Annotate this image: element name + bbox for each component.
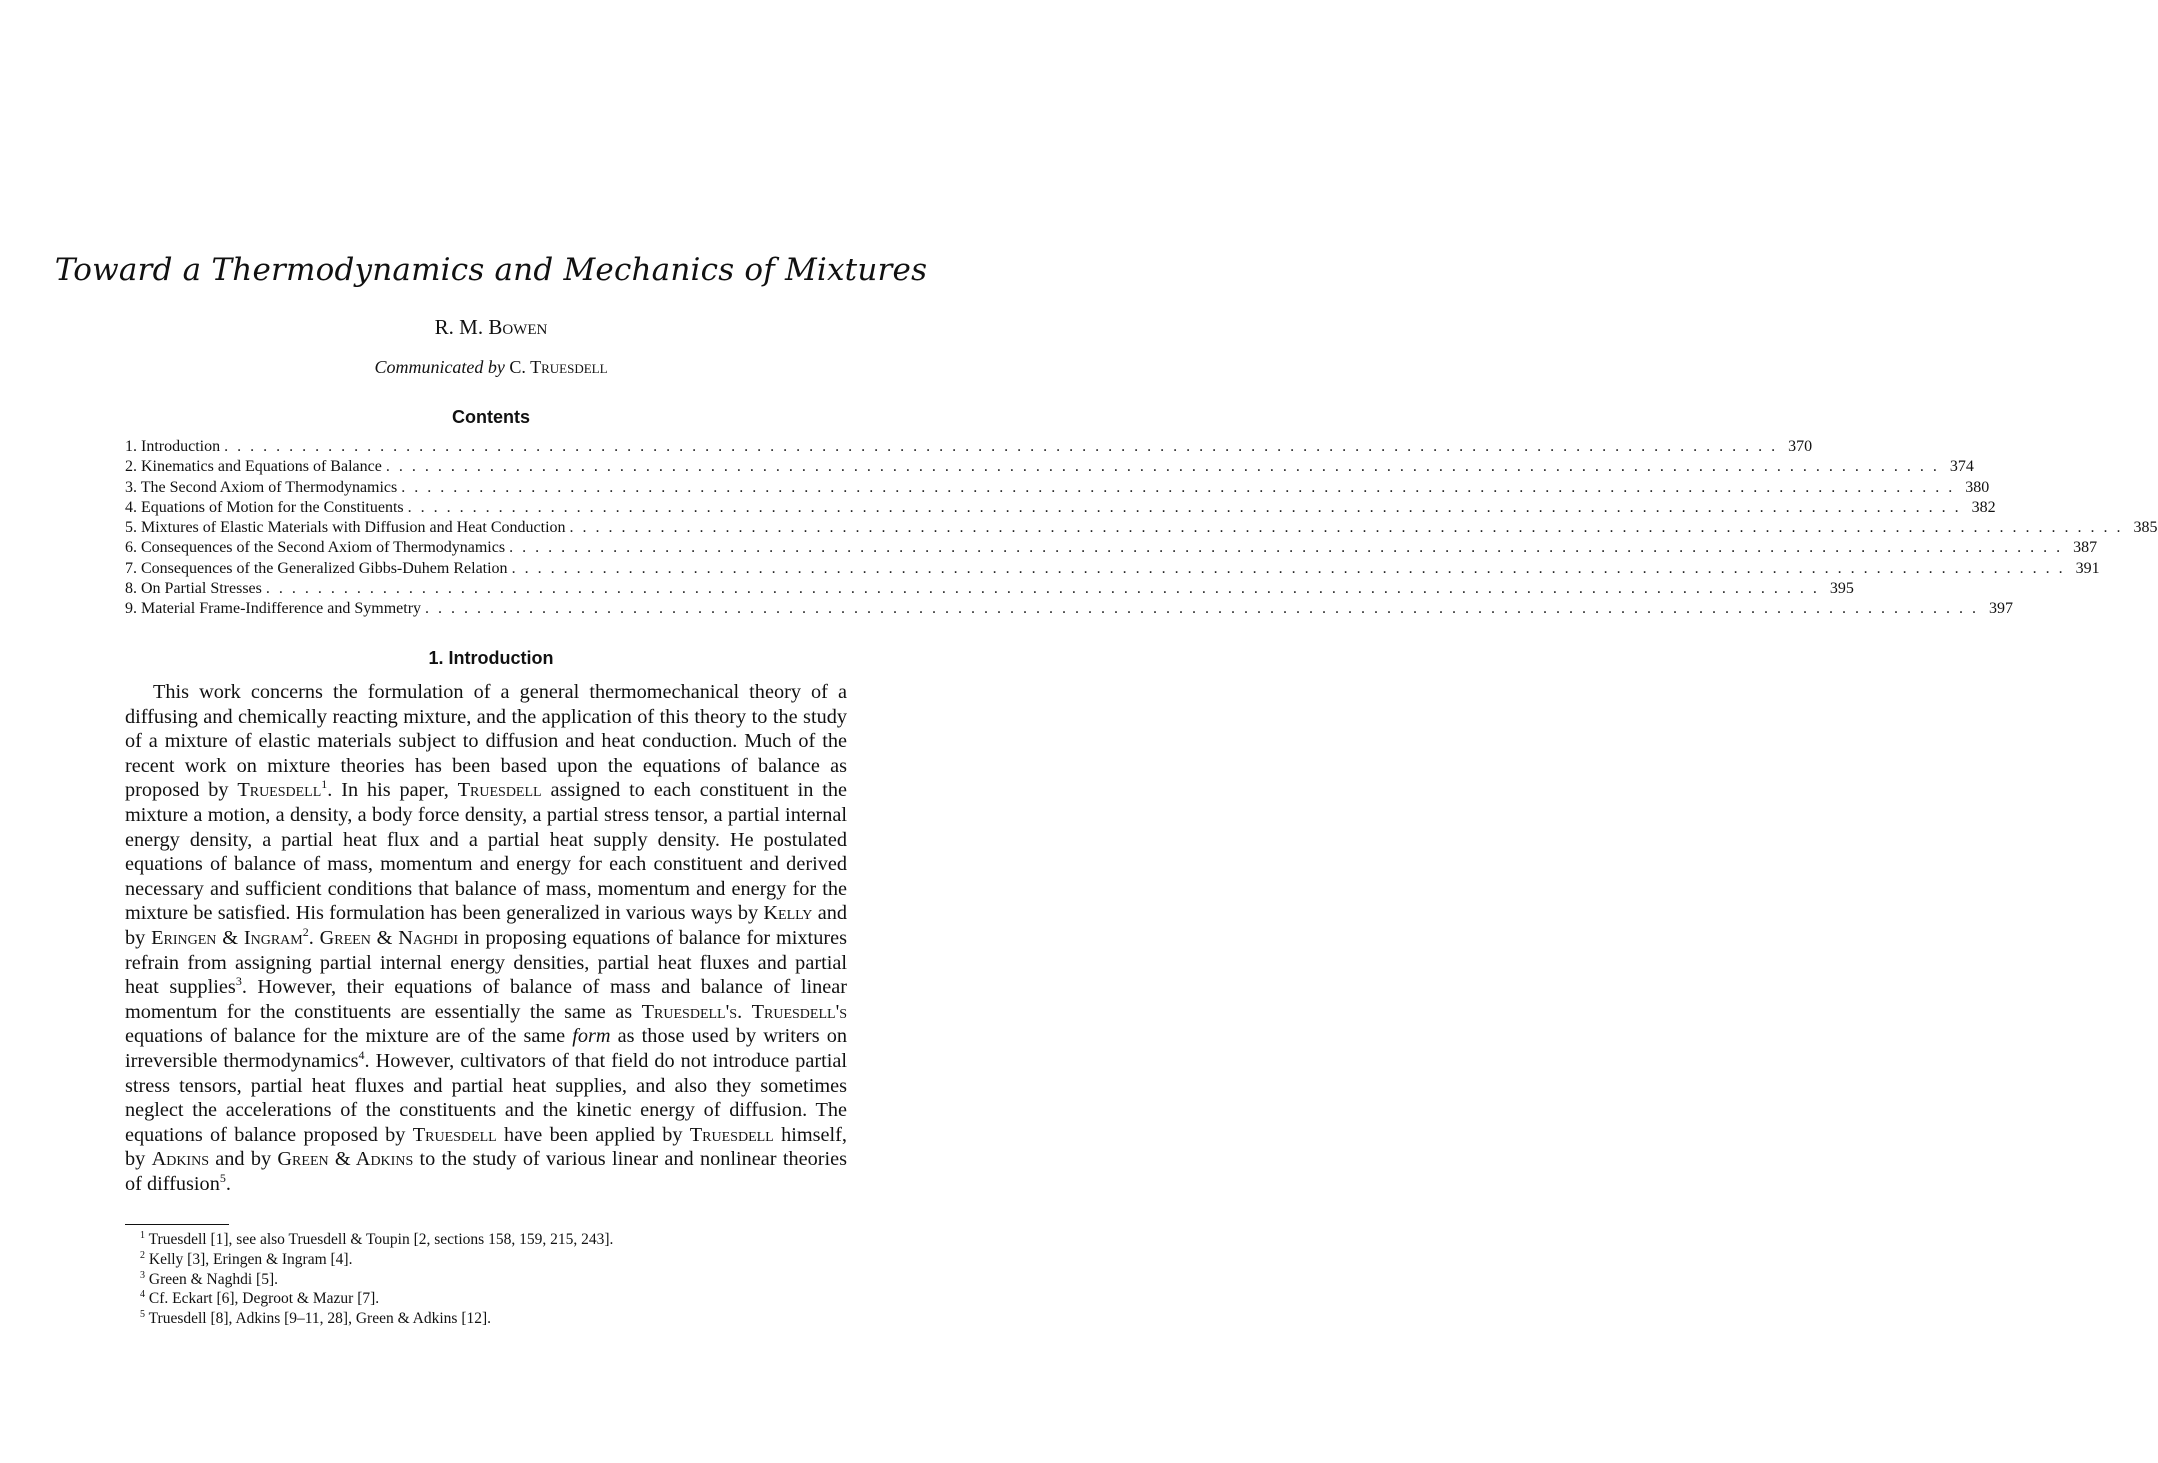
- author-ref: Truesdell: [237, 779, 322, 802]
- toc-entry: [125, 457, 1974, 477]
- footnote-number: 1: [140, 1229, 145, 1241]
- toc-entry-label: 4. Equations of Motion for the Constituents: [125, 498, 404, 516]
- text-run: as those used by writers on irreversible thermodynamics: [125, 1025, 847, 1072]
- toc-entry-page: 395: [1829, 580, 1854, 598]
- footnote: [140, 1289, 840, 1309]
- footnote-text: Green & Naghdi [5].: [148, 1270, 278, 1288]
- toc-entry-page: 385: [2133, 519, 2158, 537]
- author-ref: Truesdell's: [751, 1000, 848, 1023]
- author-ref: Green & Adkins: [277, 1148, 414, 1171]
- author-ref: Kelly: [763, 902, 813, 925]
- text-run: . In his paper,: [327, 779, 449, 802]
- toc-entry-page: 397: [1989, 600, 2014, 618]
- toc-entry-label: 8. On Partial Stresses: [125, 580, 262, 598]
- toc-entry-label: 9. Material Frame-Indifference and Symmetry: [125, 600, 422, 618]
- text-run: himself, by: [125, 1123, 847, 1171]
- paper-title: Toward a Thermodynamics and Mechanics of Mixtures: [54, 252, 928, 288]
- text-run: .: [308, 926, 314, 949]
- communicator-name: C. Truesdell: [509, 357, 608, 377]
- author-ref: Green & Naghdi: [319, 926, 459, 949]
- text-run: This work concerns the formulation of a general thermomechanical theory of a diffusing and chemically reacting mixture, and the application of this theory to the study of a mixture of elastic materials subject to diffusion and heat conduction. Much of the recent work on mixture theories has been based upon the equations of balance as proposed by: [125, 681, 847, 802]
- toc-entry: [125, 538, 2098, 558]
- footnote-text: Kelly [3], Eringen & Ingram [4].: [148, 1250, 353, 1268]
- toc-leader-dots: ........................................................................................................................: [401, 478, 1962, 496]
- toc-entry-page: 370: [1788, 438, 1813, 455]
- footnote-number: 4: [140, 1289, 145, 1301]
- footnote-marker: 5: [219, 1171, 226, 1186]
- toc-entry-label: 2. Kinematics and Equations of Balance: [125, 458, 382, 476]
- footnote-number: 5: [140, 1309, 145, 1321]
- text-run: and by: [125, 902, 847, 949]
- toc-entry-label: 5. Mixtures of Elastic Materials with Diffusion and Heat Conduction: [125, 519, 566, 537]
- toc-entry-page: 374: [1949, 458, 1974, 476]
- toc-leader-dots: ........................................................................................................................: [509, 539, 2070, 557]
- toc-leader-dots: ........................................................................................................................: [265, 580, 1826, 598]
- toc-entry: [125, 478, 1990, 498]
- emphasis: form: [572, 1025, 611, 1048]
- toc-entry: [125, 599, 2014, 619]
- footnote-marker: 1: [321, 777, 328, 792]
- toc-entry: [125, 579, 1854, 599]
- toc-entry: [125, 437, 1813, 457]
- text-run: .: [737, 1000, 743, 1023]
- footnote: [140, 1309, 840, 1329]
- author-name: [0, 315, 982, 340]
- toc-entry-page: 380: [1965, 478, 1990, 496]
- toc-entry-label: 1. Introduction: [125, 438, 221, 455]
- footnote-marker: 4: [358, 1048, 365, 1063]
- footnote: [140, 1230, 840, 1250]
- author-ref: Truesdell's: [641, 1000, 738, 1023]
- author-ref: Adkins: [151, 1148, 209, 1171]
- footnote-marker: 2: [302, 925, 309, 940]
- toc-entry-label: 6. Consequences of the Second Axiom of Thermodynamics: [125, 539, 506, 557]
- text-run: .: [225, 1172, 231, 1195]
- contents-heading: Contents: [452, 407, 530, 427]
- toc-leader-dots: ........................................................................................................................: [569, 519, 2130, 537]
- text-run: . However, their equations of balance of mass and balance of linear momentum for the constituents are essentially the same as: [125, 976, 847, 1023]
- footnote-number: 2: [140, 1249, 145, 1261]
- introduction-paragraph: [125, 680, 847, 1196]
- footnote-text: Truesdell [1], see also Truesdell & Toupin [2, sections 158, 159, 215, 243].: [148, 1231, 614, 1248]
- text-run: . However, cultivators of that field do not introduce partial stress tensors, partial heat fluxes and partial heat supplies, and also they sometimes neglect the accelerations of the constituents and the kinetic energy of diffusion. The equations of balance proposed by: [125, 1049, 848, 1146]
- toc-leader-dots: ........................................................................................................................: [425, 600, 1986, 618]
- toc-leader-dots: ........................................................................................................................: [511, 559, 2072, 577]
- author-ref: Truesdell: [457, 779, 542, 802]
- table-of-contents: [125, 437, 2158, 620]
- author-name-text: R. M. Bowen: [434, 315, 548, 339]
- author-ref: Eringen & Ingram: [151, 926, 303, 949]
- text-run: and by: [215, 1148, 272, 1171]
- footnote-text: Truesdell [8], Adkins [9–11, 28], Green & Adkins [12].: [148, 1310, 492, 1328]
- toc-entry-page: 387: [2073, 539, 2098, 557]
- toc-entry-label: 7. Consequences of the Generalized Gibbs-Duhem Relation: [125, 559, 508, 577]
- toc-leader-dots: ........................................................................................................................: [407, 498, 1968, 516]
- footnotes: [140, 1230, 840, 1329]
- toc-entry: [125, 559, 2100, 579]
- footnote-marker: 3: [235, 974, 242, 989]
- text-run: assigned to each constituent in the mixture a motion, a density, a body force density, a partial stress tensor, a partial internal energy density, a partial heat flux and a partial heat supply density. He postulated equations of balance of mass, momentum and energy for each constituent and derived necessary and sufficient conditions that balance of mass, momentum and energy for the mixture be satisfied. His formulation has been generalized in various ways by: [125, 779, 848, 925]
- toc-entry: [125, 518, 2158, 538]
- text-run: equations of balance for the mixture are of the same: [125, 1025, 566, 1048]
- footnote-text: Cf. Eckart [6], Degroot & Mazur [7].: [148, 1290, 380, 1308]
- toc-leader-dots: ........................................................................................................................: [224, 438, 1785, 455]
- toc-entry: [125, 498, 1996, 518]
- section-heading: 1. Introduction: [428, 648, 554, 668]
- communicated-prefix: Communicated by: [374, 357, 505, 377]
- toc-leader-dots: ........................................................................................................................: [385, 458, 1946, 476]
- text-run: to the study of various linear and nonlinear theories of diffusion: [125, 1148, 848, 1195]
- text-run: in proposing equations of balance for mixtures refrain from assigning partial internal energy densities, partial heat fluxes and partial heat supplies: [125, 926, 847, 999]
- footnote-number: 3: [140, 1269, 145, 1281]
- communicated-by: [0, 357, 982, 378]
- toc-entry-page: 391: [2075, 559, 2100, 577]
- text-run: have been applied by: [504, 1123, 683, 1146]
- toc-entry-page: 382: [1971, 498, 1996, 516]
- author-ref: Truesdell: [689, 1123, 774, 1146]
- author-ref: Truesdell: [412, 1123, 497, 1146]
- footnote: [140, 1270, 840, 1290]
- toc-entry-label: 3. The Second Axiom of Thermodynamics: [125, 478, 398, 496]
- footnote: [140, 1250, 840, 1270]
- footnote-divider: [125, 1224, 229, 1225]
